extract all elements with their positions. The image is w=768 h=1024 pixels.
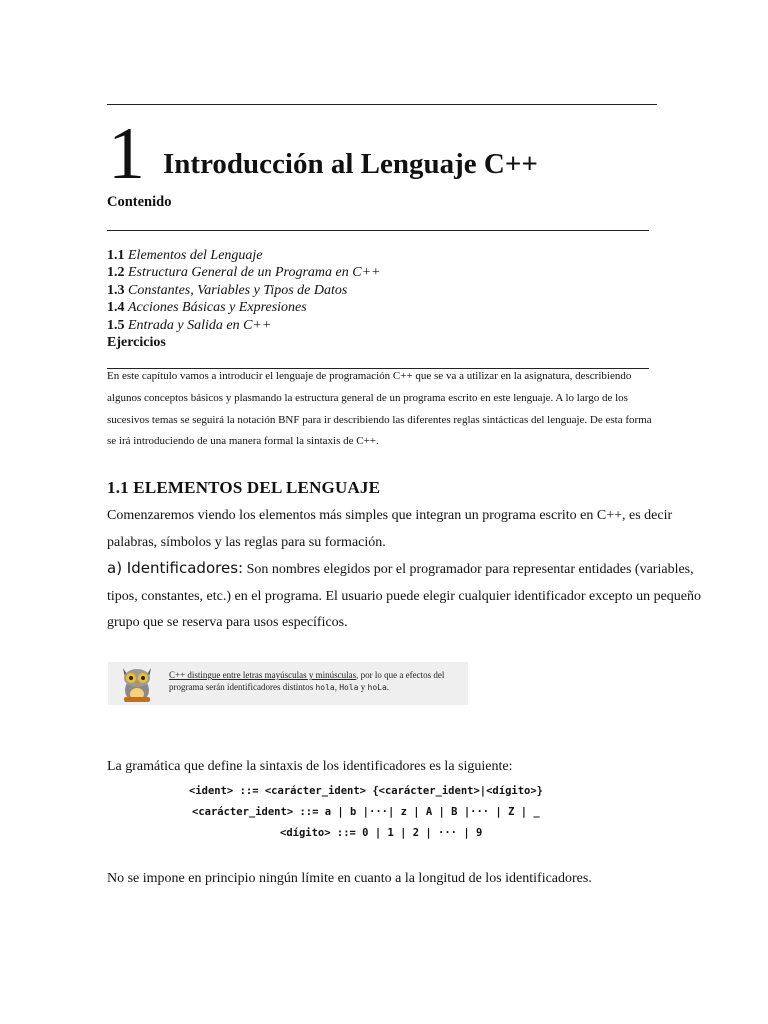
contents-heading: Contenido xyxy=(107,194,172,210)
grammar-rule-digito: <dígito> ::= 0 | 1 | 2 | ··· | 9 xyxy=(280,827,483,839)
contents-rule xyxy=(107,230,649,231)
grammar-rule-ident: <ident> ::= <carácter_ident> {<carácter_ident>|<dígito>} xyxy=(189,785,544,797)
grammar-intro: La gramática que define la sintaxis de los identificadores es la siguiente: xyxy=(107,759,513,774)
note-box xyxy=(108,662,468,705)
note-text: C++ distingue entre letras mayúsculas y minúsculas, por lo que a efectos del programa serán identificadores distintos hola, Hola y hoLa. xyxy=(169,670,445,692)
grammar-rule-caracter: <carácter_ident> ::= a | b |···| z | A | B |··· | Z | _ xyxy=(192,806,540,818)
intro-paragraph: En este capítulo vamos a introducir el lenguaje de programación C++ que se va a utilizar en la asignatura, describiendo algunos conceptos básicos y plasmando la estructura general de un programa escrito en este lenguaje. A lo largo de los sucesivos temas se seguirá la notación BNF para ir describiendo las diferentes reglas sintácticas del lenguaje. De esta forma se irá introduciendo de una manera formal la sintaxis de C++. xyxy=(107,370,652,448)
section-paragraph: Comenzaremos viendo los elementos más simples que integran un programa escrito en C++, es decir palabras, símbolos y las reglas para su formación. xyxy=(107,508,673,550)
toc-item[interactable]: 1.4 Acciones Básicas y Expresiones xyxy=(107,300,307,316)
chapter-title: Introducción al Lenguaje C++ xyxy=(163,148,538,180)
chapter-number: 1 xyxy=(108,113,145,195)
closing-paragraph: No se impone en principio ningún límite en cuanto a la longitud de los identificadores. xyxy=(107,871,592,886)
toc-exercises[interactable]: Ejercicios xyxy=(107,335,166,351)
toc-item[interactable]: 1.3 Constantes, Variables y Tipos de Datos xyxy=(107,282,348,298)
section-heading: 1.1 ELEMENTOS DEL LENGUAJE xyxy=(107,478,381,497)
owl-mascot-icon xyxy=(114,664,160,704)
top-rule xyxy=(107,104,657,105)
identifiers-paragraph xyxy=(107,555,717,637)
toc-item[interactable]: 1.1 Elementos del Lenguaje xyxy=(107,248,263,263)
toc-list xyxy=(107,247,380,351)
identifiers-text: Son nombres elegidos por el programador para representar entidades (variables, tipos, constantes, etc.) en el programa. El usuario puede elegir cualquier identificador excepto un pequeño grupo que se reserva para usos específicos. xyxy=(107,562,702,630)
identifiers-label: a) Identificadores: xyxy=(107,559,244,577)
toc-item[interactable]: 1.5 Entrada y Salida en C++ xyxy=(107,317,272,333)
toc-item[interactable]: 1.2 Estructura General de un Programa en C++ xyxy=(107,265,381,281)
